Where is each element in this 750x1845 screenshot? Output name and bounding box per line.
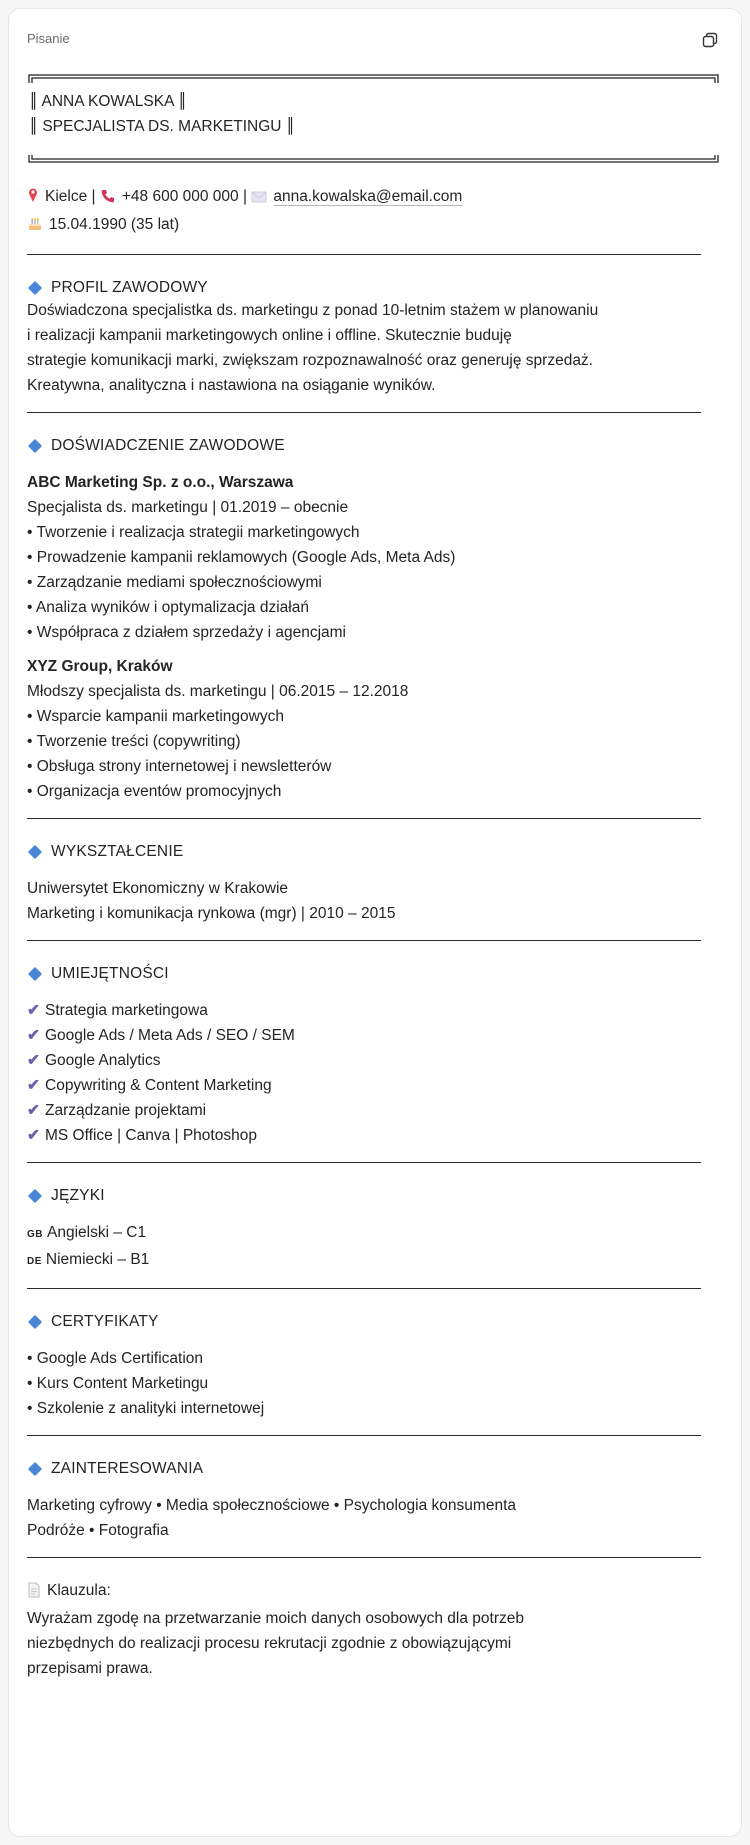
envelope-icon — [251, 187, 267, 212]
cv-content — [27, 69, 727, 1681]
clause-label: Klauzula: — [47, 1582, 111, 1599]
frame-bar-right: ║ — [285, 117, 295, 135]
panel-header — [27, 25, 723, 49]
frame-bar-left: ║ — [29, 92, 39, 110]
diamond-icon — [28, 280, 42, 294]
candidate-name: ANNA KOWALSKA — [41, 93, 174, 110]
birth-date: 15.04.1990 (35 lat) — [49, 216, 180, 233]
contact-phone: +48 600 000 000 — [121, 188, 239, 205]
divider — [27, 1288, 701, 1289]
job-company: XYZ Group, Kraków — [27, 658, 173, 675]
job-entry — [27, 654, 727, 804]
check-icon: ✔ — [27, 1077, 40, 1094]
profile-line: strategie komunikacji marki, zwiększam rozpoznawalność oraz generuję sprzedaż. — [27, 352, 593, 369]
language-text: Angielski – C1 — [47, 1224, 147, 1241]
email-link[interactable]: anna.kowalska@email.com — [273, 188, 463, 205]
divider — [27, 1557, 701, 1558]
certificate-item: • Kurs Content Marketingu — [27, 1375, 209, 1392]
divider — [27, 1435, 701, 1436]
copy-button[interactable] — [697, 27, 723, 53]
flag-de-icon: DE — [27, 1256, 42, 1267]
output-card — [8, 8, 742, 1837]
clause-line: Wyrażam zgodę na przetwarzanie moich danych osobowych dla potrzeb — [27, 1610, 524, 1627]
spacer — [27, 645, 727, 654]
job-duty: • Zarządzanie mediami społecznościowymi — [27, 574, 322, 591]
contact-city: Kielce — [45, 188, 88, 205]
candidate-role: SPECJALISTA DS. MARKETINGU — [42, 118, 282, 135]
clause-line: przepisami prawa. — [27, 1660, 153, 1677]
section-heading-text: PROFIL ZAWODOWY — [51, 279, 208, 296]
panel-title: Pisanie — [27, 31, 70, 46]
separator: | — [91, 188, 96, 205]
phone-icon — [100, 187, 116, 212]
skill-text: Zarządzanie projektami — [45, 1102, 207, 1119]
contact-line — [27, 184, 727, 212]
section-heading-profile — [27, 275, 727, 300]
diamond-icon — [28, 1314, 42, 1328]
skill-text: MS Office | Canva | Photoshop — [45, 1127, 257, 1144]
role-line — [29, 114, 295, 139]
copy-icon — [702, 32, 718, 48]
skill-item — [27, 1123, 727, 1148]
skill-item — [27, 1048, 727, 1073]
profile-line: Doświadczona specjalistka ds. marketingu z ponad 10-letnim stażem w planowaniu — [27, 302, 599, 319]
flag-gb-icon: GB — [27, 1229, 43, 1240]
divider — [27, 940, 701, 941]
birth-line — [27, 212, 727, 240]
check-icon: ✔ — [27, 1127, 40, 1144]
job-duty: • Tworzenie treści (copywriting) — [27, 733, 241, 750]
divider — [27, 254, 701, 255]
language-item — [27, 1220, 727, 1247]
certificate-item: • Google Ads Certification — [27, 1350, 204, 1367]
section-heading-text: CERTYFIKATY — [51, 1313, 159, 1330]
check-icon: ✔ — [27, 1102, 40, 1119]
job-duty: • Analiza wyników i optymalizacja działań — [27, 599, 309, 616]
section-heading-languages — [27, 1183, 727, 1208]
profile-text — [27, 298, 727, 398]
check-icon: ✔ — [27, 1027, 40, 1044]
certificate-item: • Szkolenie z analityki internetowej — [27, 1400, 265, 1417]
section-heading-skills — [27, 961, 727, 986]
skill-item — [27, 1023, 727, 1048]
frame-bar-right: ║ — [177, 92, 187, 110]
interests-line: Marketing cyfrowy • Media społecznościowe • Psychologia konsumenta — [27, 1497, 516, 1514]
skill-item — [27, 1073, 727, 1098]
job-entry — [27, 470, 727, 645]
skill-item — [27, 998, 727, 1023]
section-heading-education — [27, 839, 727, 864]
clause-line: niezbędnych do realizacji procesu rekrutacji zgodnie z obowiązującymi — [27, 1635, 512, 1652]
section-heading-text: DOŚWIADCZENIE ZAWODOWE — [51, 437, 285, 454]
education-school: Uniwersytet Ekonomiczny w Krakowie — [27, 880, 289, 897]
skill-text: Google Analytics — [45, 1052, 161, 1069]
job-duty: • Prowadzenie kampanii reklamowych (Google Ads, Meta Ads) — [27, 549, 456, 566]
language-item — [27, 1247, 727, 1274]
education-degree: Marketing i komunikacja rynkowa (mgr) | 2010 – 2015 — [27, 905, 396, 922]
pin-icon — [27, 186, 39, 202]
name-frame — [27, 69, 720, 169]
profile-line: Kreatywna, analityczna i nastawiona na osiąganie wyników. — [27, 377, 436, 394]
check-icon: ✔ — [27, 1052, 40, 1069]
job-duty: • Wsparcie kampanii marketingowych — [27, 708, 284, 725]
skill-item — [27, 1098, 727, 1123]
divider — [27, 1162, 701, 1163]
diamond-icon — [28, 966, 42, 980]
check-icon: ✔ — [27, 1002, 40, 1019]
section-heading-certificates — [27, 1309, 727, 1334]
diamond-icon — [28, 438, 42, 452]
document-icon — [27, 1581, 41, 1606]
job-duty: • Tworzenie i realizacja strategii marketingowych — [27, 524, 360, 541]
name-line — [29, 89, 187, 114]
language-text: Niemiecki – B1 — [45, 1251, 150, 1268]
profile-line: i realizacji kampanii marketingowych online i offline. Skutecznie buduję — [27, 327, 512, 344]
section-heading-text: UMIEJĘTNOŚCI — [51, 965, 169, 982]
cake-icon — [27, 215, 43, 240]
divider — [27, 818, 701, 819]
divider — [27, 412, 701, 413]
skill-text: Strategia marketingowa — [45, 1002, 208, 1019]
section-heading-text: WYKSZTAŁCENIE — [51, 843, 184, 860]
skill-text: Google Ads / Meta Ads / SEO / SEM — [45, 1027, 295, 1044]
section-heading-experience — [27, 433, 727, 458]
frame-bar-left: ║ — [29, 117, 39, 135]
job-role: Specjalista ds. marketingu | 01.2019 – obecnie — [27, 499, 349, 516]
skill-text: Copywriting & Content Marketing — [45, 1077, 272, 1094]
diamond-icon — [28, 844, 42, 858]
job-role: Młodszy specjalista ds. marketingu | 06.2015 – 12.2018 — [27, 683, 409, 700]
job-duty: • Współpraca z działem sprzedaży i agencjami — [27, 624, 346, 641]
separator: | — [242, 188, 248, 205]
job-duty: • Obsługa strony internetowej i newsletterów — [27, 758, 332, 775]
job-duty: • Organizacja eventów promocyjnych — [27, 783, 282, 800]
section-heading-text: JĘZYKI — [51, 1187, 105, 1204]
section-heading-interests — [27, 1456, 727, 1481]
interests-line: Podróże • Fotografia — [27, 1522, 169, 1539]
diamond-icon — [28, 1188, 42, 1202]
clause-heading — [27, 1578, 727, 1606]
section-heading-text: ZAINTERESOWANIA — [51, 1460, 204, 1477]
job-company: ABC Marketing Sp. z o.o., Warszawa — [27, 474, 294, 491]
diamond-icon — [28, 1461, 42, 1475]
